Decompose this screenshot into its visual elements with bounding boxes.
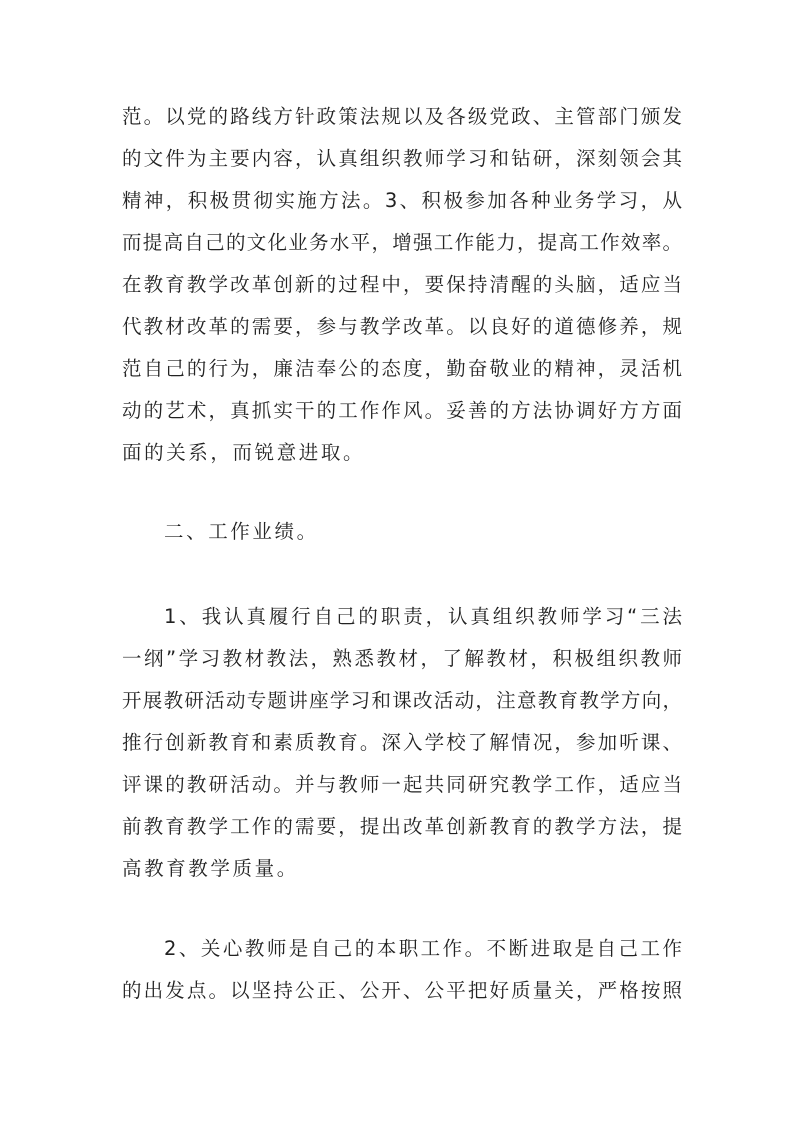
paragraph-2-line-4: 推行创新教育和素质教育。深入学校了解情况，参加听课、 xyxy=(122,731,682,754)
paragraph-1-line-1: 范。以党的路线方针政策法规以及各级党政、主管部门颁发 xyxy=(122,105,682,128)
paragraph-1-line-4: 而提高自己的文化业务水平，增强工作能力，提高工作效率。 xyxy=(122,231,682,254)
paragraph-2-line-6: 前教育教学工作的需要，提出改革创新教育的教学方法，提 xyxy=(122,815,682,838)
paragraph-1-line-5: 在教育教学改革创新的过程中，要保持清醒的头脑，适应当 xyxy=(122,273,682,296)
paragraph-2-line-1: 1、我认真履行自己的职责，认真组织教师学习“三法 xyxy=(164,605,682,628)
paragraph-3-line-1: 2、关心教师是自己的本职工作。不断进取是自己工作 xyxy=(164,937,682,960)
paragraph-2-line-5: 评课的教研活动。并与教师一起共同研究教学工作，适应当 xyxy=(122,773,682,796)
paragraph-1-line-8: 动的艺术，真抓实干的工作作风。妥善的方法协调好方方面 xyxy=(122,399,682,422)
paragraph-1-line-3: 精神，积极贯彻实施方法。3、积极参加各种业务学习，从 xyxy=(122,189,682,212)
paragraph-3-line-2: 的出发点。以坚持公正、公开、公平把好质量关，严格按照 xyxy=(122,979,682,1002)
paragraph-1-line-6: 代教材改革的需要，参与教学改革。以良好的道德修养，规 xyxy=(122,315,682,338)
paragraph-2-line-7: 高教育教学质量。 xyxy=(122,857,299,880)
paragraph-1-line-2: 的文件为主要内容，认真组织教师学习和钻研，深刻领会其 xyxy=(122,147,682,170)
paragraph-2-line-2: 一纲”学习教材教法，熟悉教材，了解教材，积极组织教师 xyxy=(122,647,682,670)
paragraph-1-line-7: 范自己的行为，廉洁奉公的态度，勤奋敬业的精神，灵活机 xyxy=(122,357,682,380)
section-heading: 二、工作业绩。 xyxy=(164,520,319,543)
paragraph-2-line-3: 开展教研活动专题讲座学习和课改活动，注意教育教学方向， xyxy=(122,689,682,712)
paragraph-1-line-9: 面的关系，而锐意进取。 xyxy=(122,441,366,464)
